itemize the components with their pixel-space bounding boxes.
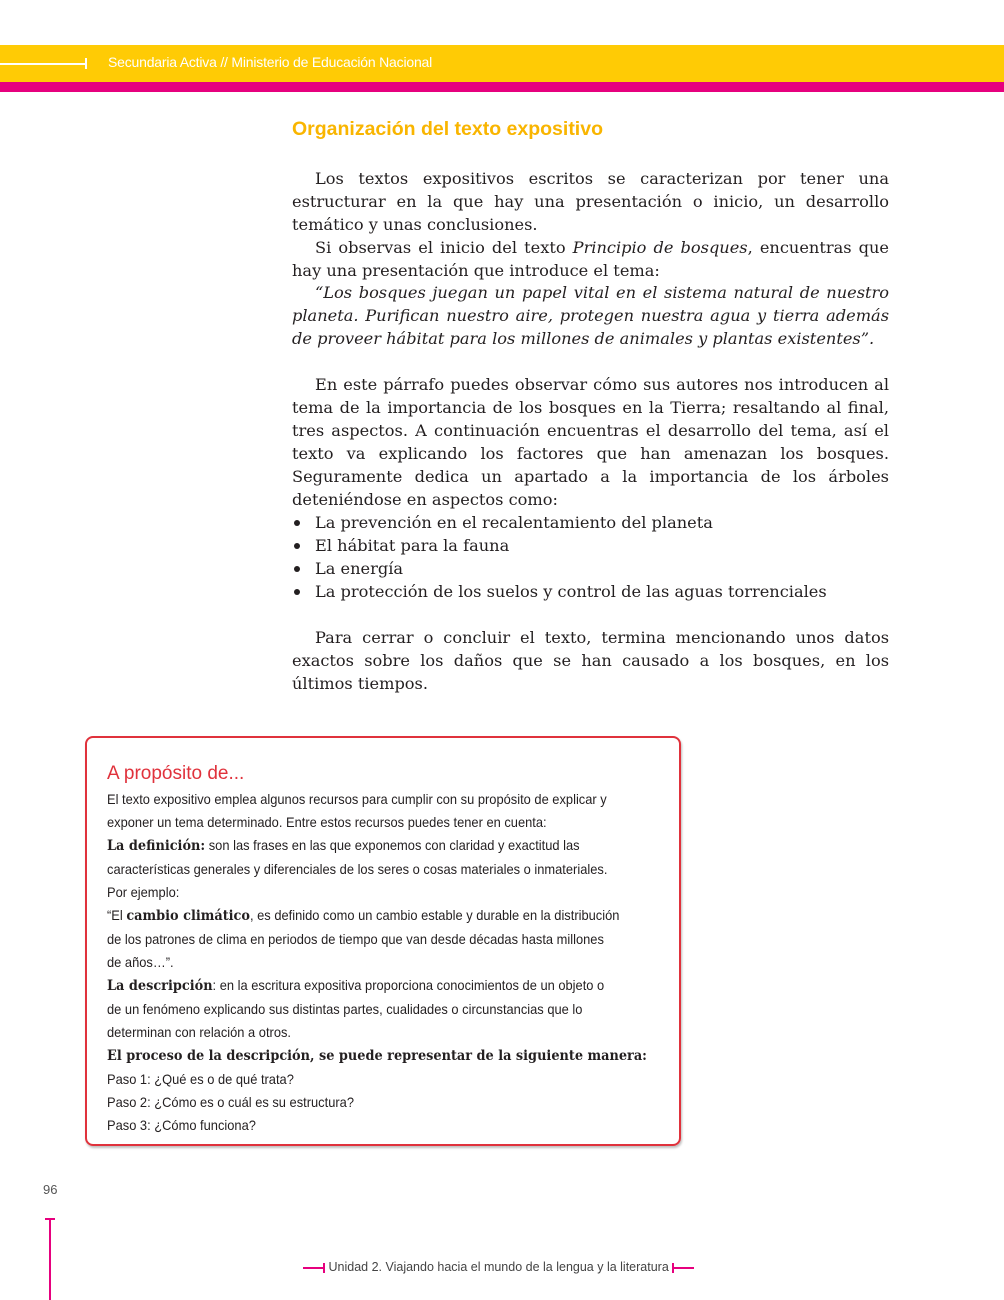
footer [303, 1260, 694, 1274]
example-open-quote: “El [107, 907, 127, 923]
text-title-reference: Principio de bosques [572, 238, 748, 257]
info-box-body [107, 788, 647, 1137]
header-rule-tick [85, 58, 87, 69]
list-item-text: La prevención en el recalentamiento del planeta [315, 513, 713, 532]
list-item-text: La protección de los suelos y control de las aguas torrenciales [315, 582, 827, 601]
step-item: Paso 1: ¿Qué es o de qué trata? [107, 1071, 294, 1087]
intro-sentence-1: Los textos expositivos escritos se caracterizan por tener una estructurar en la que hay una presentación o inicio, un desarrollo temático y unas conclusiones. [292, 169, 889, 234]
process-heading [107, 1044, 647, 1068]
list-item [292, 534, 827, 557]
footer-left-rule [303, 1267, 325, 1269]
intro-sentence-2-start: Si observas el inicio del texto [315, 238, 573, 257]
definition-text: son las frases en las que exponemos con claridad y exactitud las [205, 837, 580, 853]
step-item: Paso 2: ¿Cómo es o cuál es su estructura? [107, 1094, 354, 1110]
list-item [292, 557, 827, 580]
description-term: La descripción [107, 978, 213, 994]
aspects-list [292, 511, 827, 603]
page-number: 96 [43, 1182, 58, 1197]
info-line: Por ejemplo: [107, 884, 180, 900]
info-line: determinan con relación a otros. [107, 1024, 291, 1040]
conclusion-paragraph: Para cerrar o concluir el texto, termina mencionando unos datos exactos sobre los daños que se han causado a los bosques, en los últimos tiempos. [292, 628, 889, 693]
bullet-icon [294, 520, 300, 526]
info-line: El texto expositivo emplea algunos recursos para cumplir con su propósito de explicar y [107, 791, 607, 807]
development-paragraph: En este párrafo puedes observar cómo sus autores nos introducen al tema de la importancia de los bosques en la Tierra; resaltando al final, tres aspectos. A continuación encuentras el desarrollo del tema, así el texto va explicando los factores que han amenazan los bosques. Seguramente dedica un apartado a la importancia de los árboles deteniéndose en aspectos como: [292, 375, 889, 509]
header-rule [0, 63, 86, 65]
example-term: cambio climático [126, 908, 250, 924]
quote-paragraph: “Los bosques juegan un papel vital en el sistema natural de nuestro planeta. Purifican nuestro aire, protegen nuestra agua y tierra además de proveer hábitat para los millones de animales y plantas existentes”. [292, 283, 889, 348]
info-line: de años…”. [107, 954, 174, 970]
example-line [107, 904, 622, 928]
step-item: Paso 3: ¿Cómo funciona? [107, 1117, 256, 1133]
info-box-title: A propósito de... [107, 763, 245, 784]
header-accent-bar [0, 82, 1004, 92]
margin-rule [49, 1219, 51, 1300]
info-line: características generales y diferenciales de los seres o cosas materiales o inmateriales. [107, 861, 608, 877]
header-text: Secundaria Activa // Ministerio de Educación Nacional [108, 54, 433, 70]
list-item-text: La energía [315, 559, 404, 578]
definition-line [107, 834, 622, 858]
process-heading-text: El proceso de la descripción, se puede representar de la siguiente manera: [107, 1048, 647, 1064]
section-title: Organización del texto expositivo [292, 118, 603, 140]
intro-sentence-2 [292, 236, 889, 282]
definition-term: La definición: [107, 838, 206, 854]
info-line: de los patrones de clima en periodos de tiempo que van desde décadas hasta millones [107, 931, 604, 947]
intro-sentence-2-end: , encuentras que hay una presentación que introduce el tema: [292, 238, 889, 280]
info-line: exponer un tema determinado. Entre estos recursos puedes tener en cuenta: [107, 814, 547, 830]
intro-paragraph [292, 167, 889, 282]
example-text: , es definido como un cambio estable y durable en la distribución [249, 907, 620, 923]
bullet-icon [294, 543, 300, 549]
list-item-text: El hábitat para la fauna [315, 536, 510, 555]
footer-right-rule [672, 1267, 694, 1269]
bullet-icon [294, 589, 300, 595]
footer-unit-title: 2. Viajando hacia el mundo de la lengua y la literatura [371, 1260, 669, 1274]
list-item [292, 511, 827, 534]
description-line [107, 974, 622, 998]
bullet-icon [294, 566, 300, 572]
info-line: de un fenómeno explicando sus distintas partes, cualidades o circunstancias que lo [107, 1001, 583, 1017]
footer-unit-label: Unidad [328, 1260, 369, 1274]
list-item [292, 580, 827, 603]
description-text: : en la escritura expositiva proporciona conocimientos de un objeto o [212, 977, 605, 993]
